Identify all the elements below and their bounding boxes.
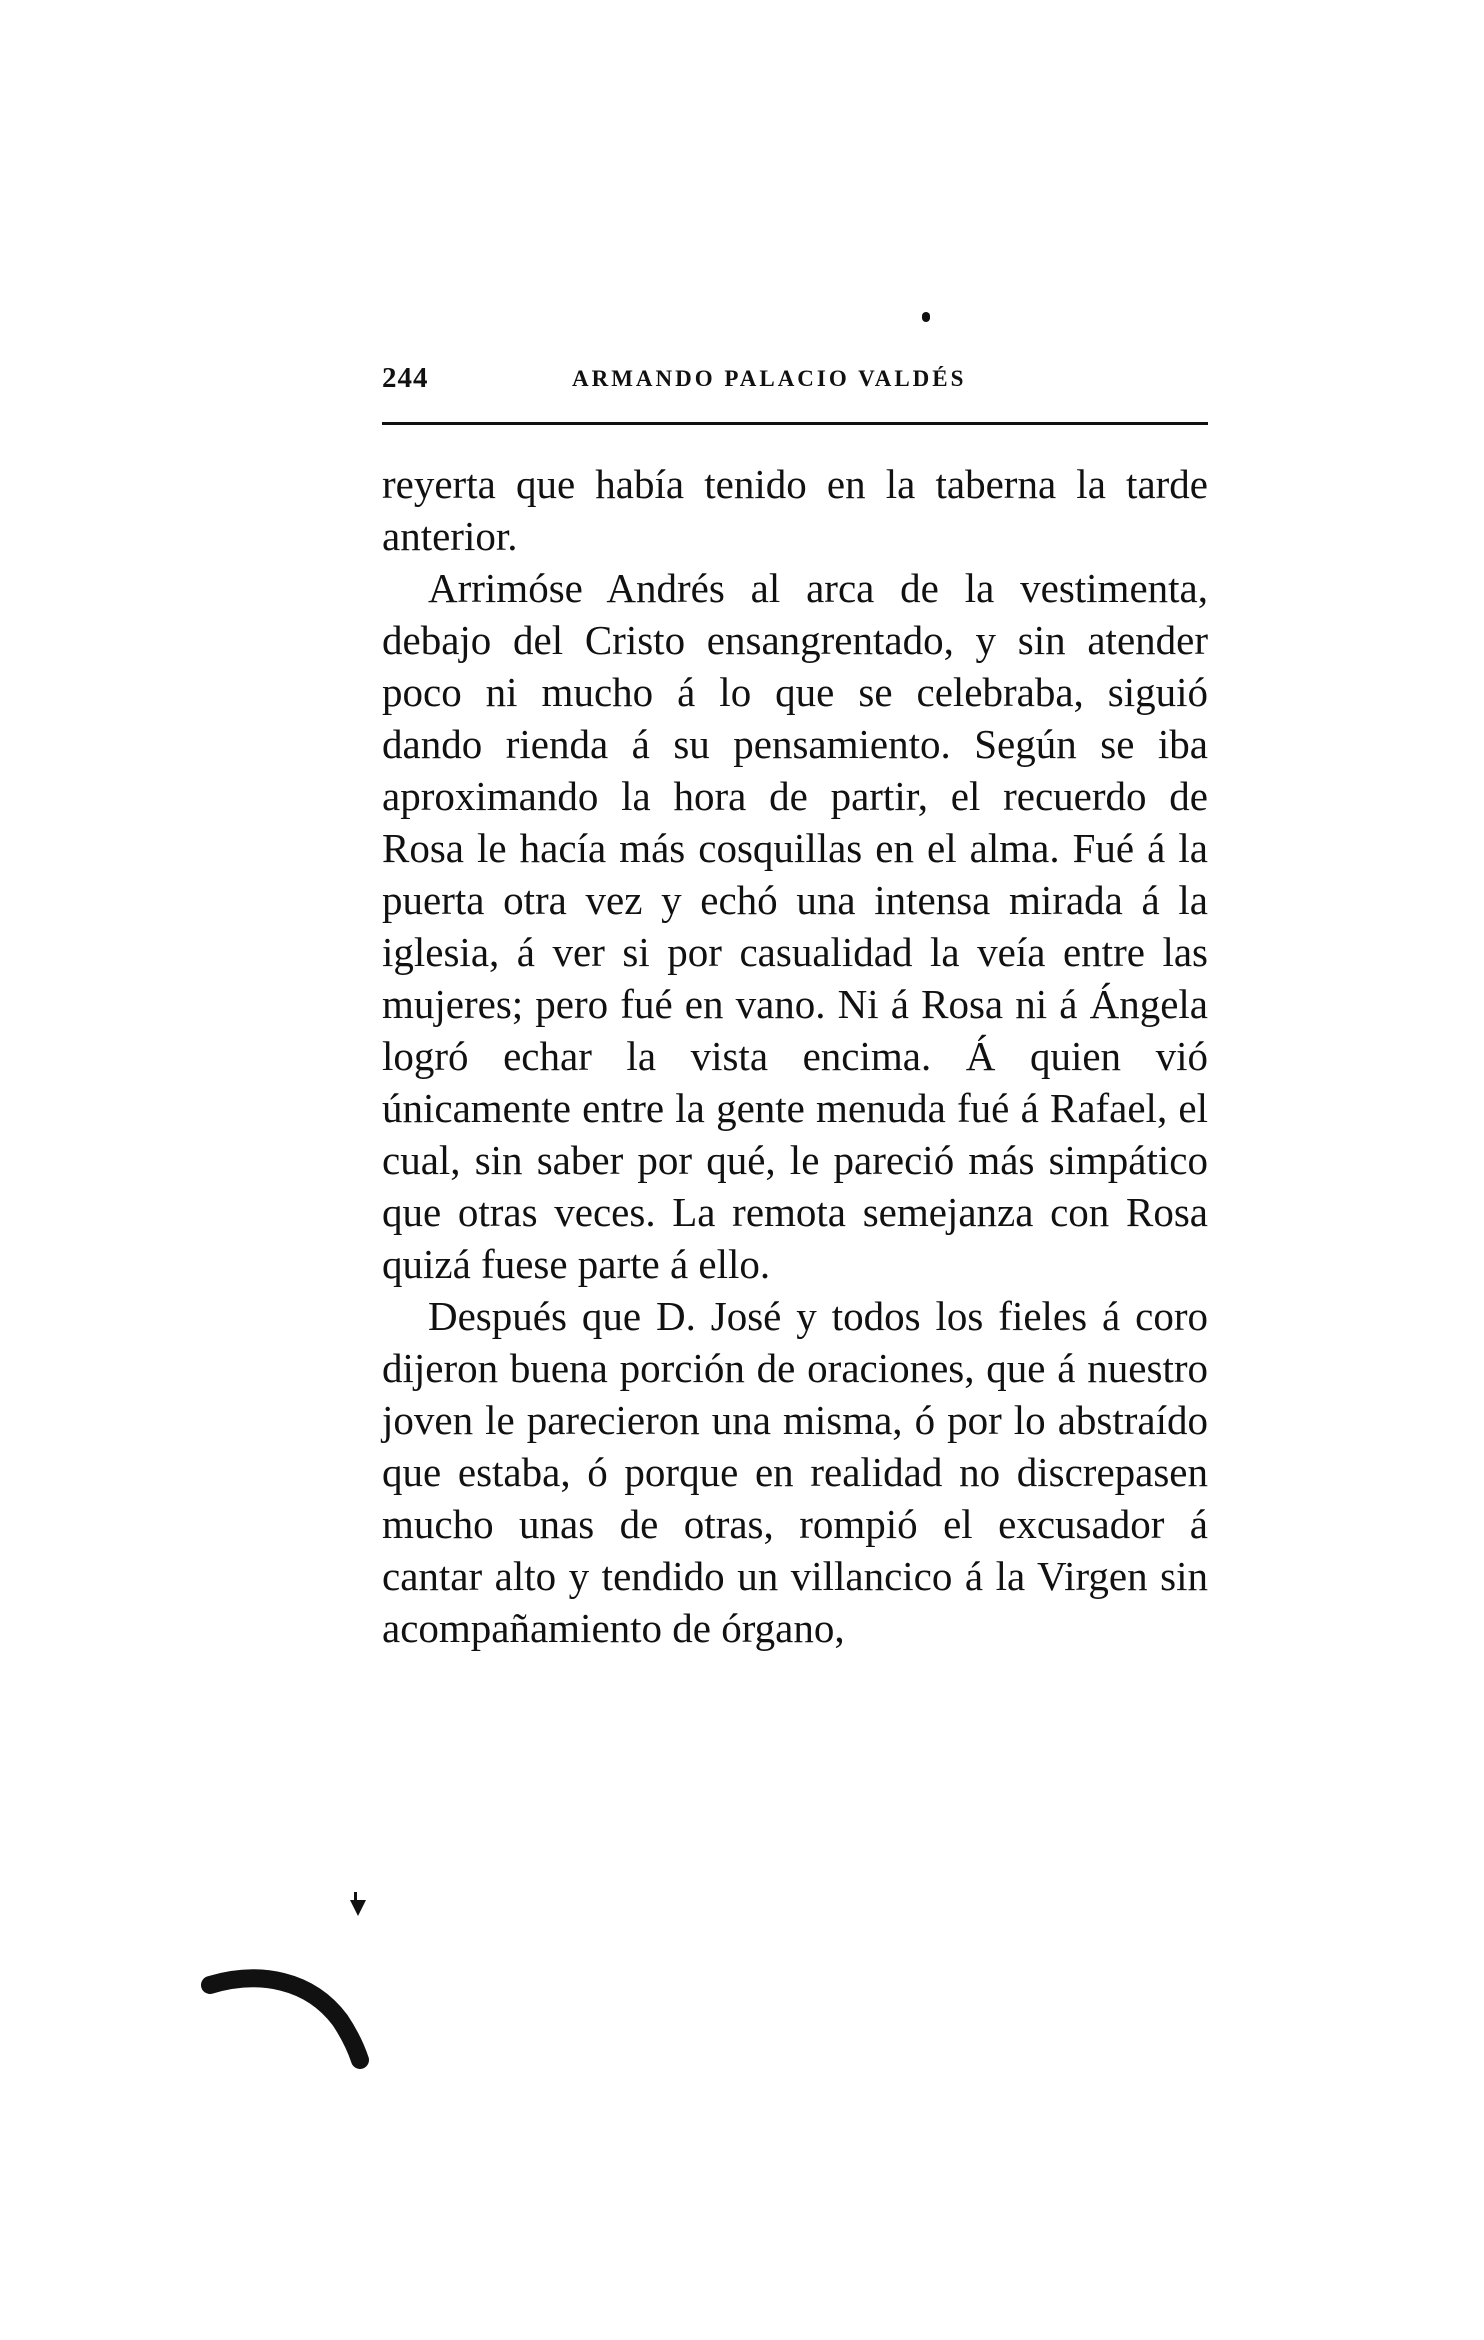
header-rule — [382, 422, 1208, 425]
running-head: ARMANDO PALACIO VALDÉS — [572, 366, 967, 391]
page-header — [382, 362, 1208, 402]
paragraph: Arrimóse Andrés al arca de la vestimenta, debajo del Cristo ensangrentado, y sin atender poco ni mucho á lo que se celebraba, siguió dando rienda á su pensamiento. Según se iba aproximando la hora de partir, el recuerdo de Rosa le hacía más cosquillas en el alma. Fué á la puerta otra vez y echó una intensa mirada á la iglesia, á ver si por casualidad la veía entre las mujeres; pero fué en vano. Ni á Rosa ni á Ángela logró echar la vista encima. Á quien vió únicamente entre la gente menuda fué á Rafael, el cual, sin saber por qué, le pareció más simpático que otras veces. La remota semejanza con Rosa quizá fuese parte á ello. — [382, 565, 1208, 1287]
body-text — [382, 458, 1208, 1654]
ink-speck — [922, 312, 930, 322]
ink-mark — [200, 1890, 400, 2070]
paragraph: Después que D. José y todos los fieles á coro dijeron buena porción de oraciones, que á nuestro joven le parecieron una misma, ó por lo abstraído que estaba, ó porque en realidad no discrepasen mucho unas de otras, rompió el excusador á cantar alto y tendido un villancico á la Virgen sin acompañamiento de órgano, — [382, 1293, 1208, 1651]
paragraph: reyerta que había tenido en la taberna la tarde anterior. — [382, 461, 1208, 559]
page-number: 244 — [382, 362, 429, 394]
